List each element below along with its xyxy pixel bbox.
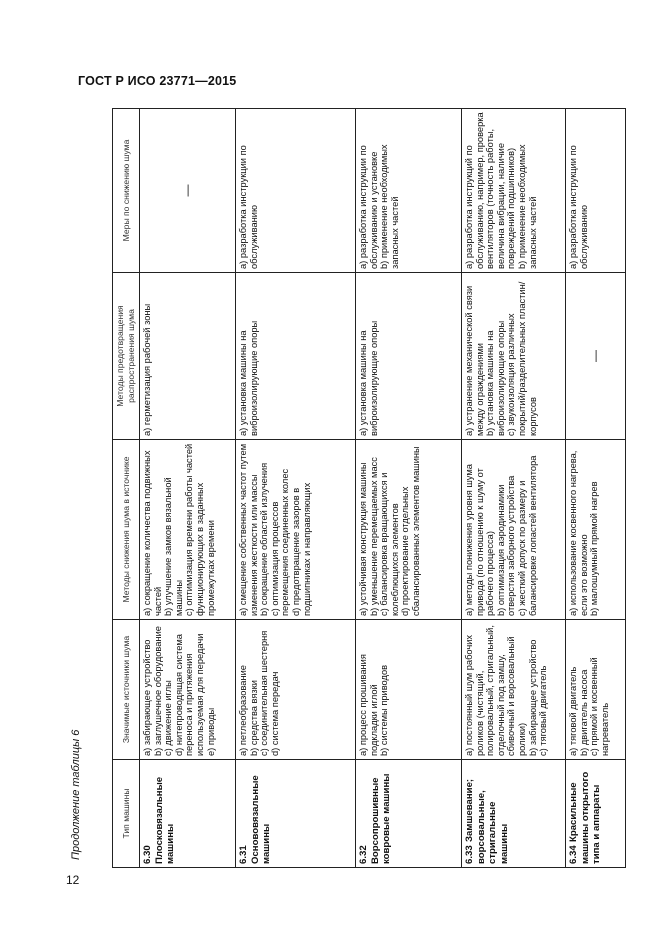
- source-method-cell: [566, 440, 626, 620]
- row-number: 6.30: [142, 845, 153, 864]
- source-method-item: а) методы понижения уровня шума привода (по отношению к шуму от рабочего процесса): [464, 464, 496, 616]
- table-row: [566, 109, 626, 868]
- source-method-item: c) оптимизация процессов перемещения соединенных колес: [269, 468, 291, 616]
- noise-source-item: а) забирающее устройство: [142, 639, 152, 756]
- noise-reduction-table: [112, 108, 626, 868]
- source-method-item: c) жесткий допуск по размеру и балансировке лопастей вентилятора: [516, 455, 538, 616]
- propagation-method-item: а) устранение механической связи между ограждениями: [464, 285, 485, 436]
- table-row: [236, 109, 356, 868]
- source-method-cell: [140, 440, 236, 620]
- reduction-measure-item: а) разработка инструкции по обслуживанию: [238, 145, 259, 269]
- table-body: [140, 109, 626, 868]
- noise-source-cell: [566, 620, 626, 760]
- noise-source-item: c) прямой и косвенный нагреватель: [589, 657, 610, 756]
- table-caption: Продолжение таблицы 6: [70, 729, 82, 860]
- source-method-item: b) улучшение замков вязальной машины: [163, 477, 184, 616]
- table-header-row: [113, 109, 140, 868]
- col-header: Значимые источники шума: [113, 620, 140, 760]
- machine-type-cell: [236, 760, 356, 868]
- source-method-cell: [356, 440, 462, 620]
- page-number: 12: [66, 873, 80, 887]
- noise-source-item: d) нитепроводящая система переноса и притяжения используемая для передачи: [173, 633, 205, 756]
- noise-source-cell: [356, 620, 462, 760]
- propagation-method-cell: [356, 273, 462, 440]
- propagation-method-cell: [236, 273, 356, 440]
- source-method-cell: [462, 440, 566, 620]
- noise-source-item: b) средства вязки: [248, 680, 259, 756]
- machine-type-cell: [566, 760, 626, 868]
- reduction-measure-cell: [356, 109, 462, 273]
- machine-type: Замшевание; ворсовальные, стригальные машины: [464, 778, 510, 864]
- machine-type: Основовязальные машины: [249, 775, 273, 864]
- row-number: 6.34: [568, 845, 579, 864]
- source-method-item: c) оптимизация времени работы частей функционирующих в заданных промежутках времени: [184, 443, 216, 616]
- row-number: 6.32: [358, 845, 369, 864]
- col-header: Меры по снижению шума: [113, 109, 140, 273]
- propagation-method-cell: [140, 273, 236, 440]
- noise-source-item: b) забирающее устройство: [527, 639, 538, 756]
- noise-source-item: e) приводы: [205, 707, 216, 756]
- propagation-method-item: b) установка машины на виброизолирующие опоры: [485, 320, 506, 436]
- source-method-item: а) смещение собственных частот путем изменения жесткости или массы: [238, 443, 259, 616]
- source-method-item: b) оптимизация аэродинамики отверстия заборного устройства: [495, 475, 517, 616]
- source-method-item: d) предотвращение зазоров в подшипниках и направляющих: [290, 482, 312, 616]
- source-method-item: b) уменьшение перемещаемых масс: [368, 457, 379, 616]
- noise-source-item: c) соединительная шестерня: [259, 630, 270, 756]
- propagation-method-item: а) установка машины на виброизолирующие опоры: [238, 320, 259, 436]
- noise-source-item: b) системы приводов: [379, 664, 390, 756]
- table-row: [356, 109, 462, 868]
- reduction-measure-item: а) разработка инструкций по обслуживанию, например, проверка вентиляторов (точность работы, величина вибрации, наличие повреждений подшипников): [464, 112, 517, 269]
- propagation-method-item: а) установка машины на виброизолирующие опоры: [358, 320, 379, 436]
- source-method-item: b) сокращение областей излучения: [259, 462, 270, 616]
- propagation-method-item: c) звукоизоляция различных покрытий/разделительных пластин/корпусов: [506, 281, 538, 436]
- machine-type: Ворсопрошивные ковровые машины: [369, 773, 393, 864]
- reduction-measure-cell: —: [140, 109, 236, 273]
- reduction-measure-item: а) разработка инструкции по обслуживанию и установке: [358, 145, 379, 269]
- noise-source-cell: [140, 620, 236, 760]
- source-method-item: b) малошумный прямой нагрев: [589, 481, 600, 616]
- source-method-item: c) балансировка вращающихся и колеблющихся элементов: [379, 472, 400, 616]
- row-number: 6.33: [464, 845, 475, 864]
- machine-type-cell: [140, 760, 236, 868]
- propagation-method-cell: —: [566, 273, 626, 440]
- document-header: ГОСТ Р ИСО 23771—2015: [78, 74, 237, 88]
- noise-source-item: c) движение иглы: [163, 680, 174, 756]
- reduction-measure-item: b) применение необходимых запасных частей: [379, 144, 400, 269]
- machine-type-cell: [462, 760, 566, 868]
- source-method-item: а) сокращение количества подвижных частей: [142, 450, 163, 616]
- source-method-item: d) проектирование отдельных сбалансированных элементов машины: [400, 446, 421, 616]
- col-header: Методы снижения шума в источнике: [113, 440, 140, 620]
- machine-type: Плосковязальные машины: [153, 776, 177, 864]
- noise-source-item: а) тяговой двигатель: [568, 666, 578, 756]
- noise-source-item: а) петлеобразование: [238, 665, 248, 756]
- reduction-measure-item: b) применение необходимых запасных частей: [516, 144, 538, 269]
- col-header: Методы предотвращения распространения шума: [113, 273, 140, 440]
- noise-source-item: b) двигатель насоса: [578, 669, 589, 756]
- col-header: Тип машины: [113, 760, 140, 868]
- noise-source-item: а) процесс прошивания подкладки иглой: [358, 654, 379, 756]
- propagation-method-item: а) герметизация рабочей зоны: [142, 303, 152, 436]
- source-method-item: а) устойчивая конструкция машины: [358, 462, 368, 616]
- source-method-item: а) использование косвенного нагрева, если это возможно: [568, 450, 589, 616]
- noise-source-cell: [236, 620, 356, 760]
- machine-type: Красильные машины открытого типа и аппараты: [568, 771, 603, 864]
- rotated-table-wrapper: [112, 109, 610, 868]
- reduction-measure-cell: [566, 109, 626, 273]
- table-row: [140, 109, 236, 868]
- reduction-measure-cell: [236, 109, 356, 273]
- reduction-measure-cell: [462, 109, 566, 273]
- reduction-measure-item: а) разработка инструкции по обслуживанию: [568, 145, 589, 269]
- noise-source-item: d) система передач: [269, 671, 280, 756]
- propagation-method-cell: [462, 273, 566, 440]
- noise-source-item: b) заглушечное оборудование: [152, 626, 163, 756]
- source-method-cell: [236, 440, 356, 620]
- table-row: [462, 109, 566, 868]
- machine-type-cell: [356, 760, 462, 868]
- noise-source-cell: [462, 620, 566, 760]
- row-number: 6.31: [238, 845, 249, 864]
- noise-source-item: c) тяговый двигатель: [538, 665, 549, 756]
- noise-source-item: а) постоянный шум рабочих роликов (чистящий, полировальный, стригальный, отделочный под замшу, сбивочный и ворсовальный ролики): [464, 625, 527, 756]
